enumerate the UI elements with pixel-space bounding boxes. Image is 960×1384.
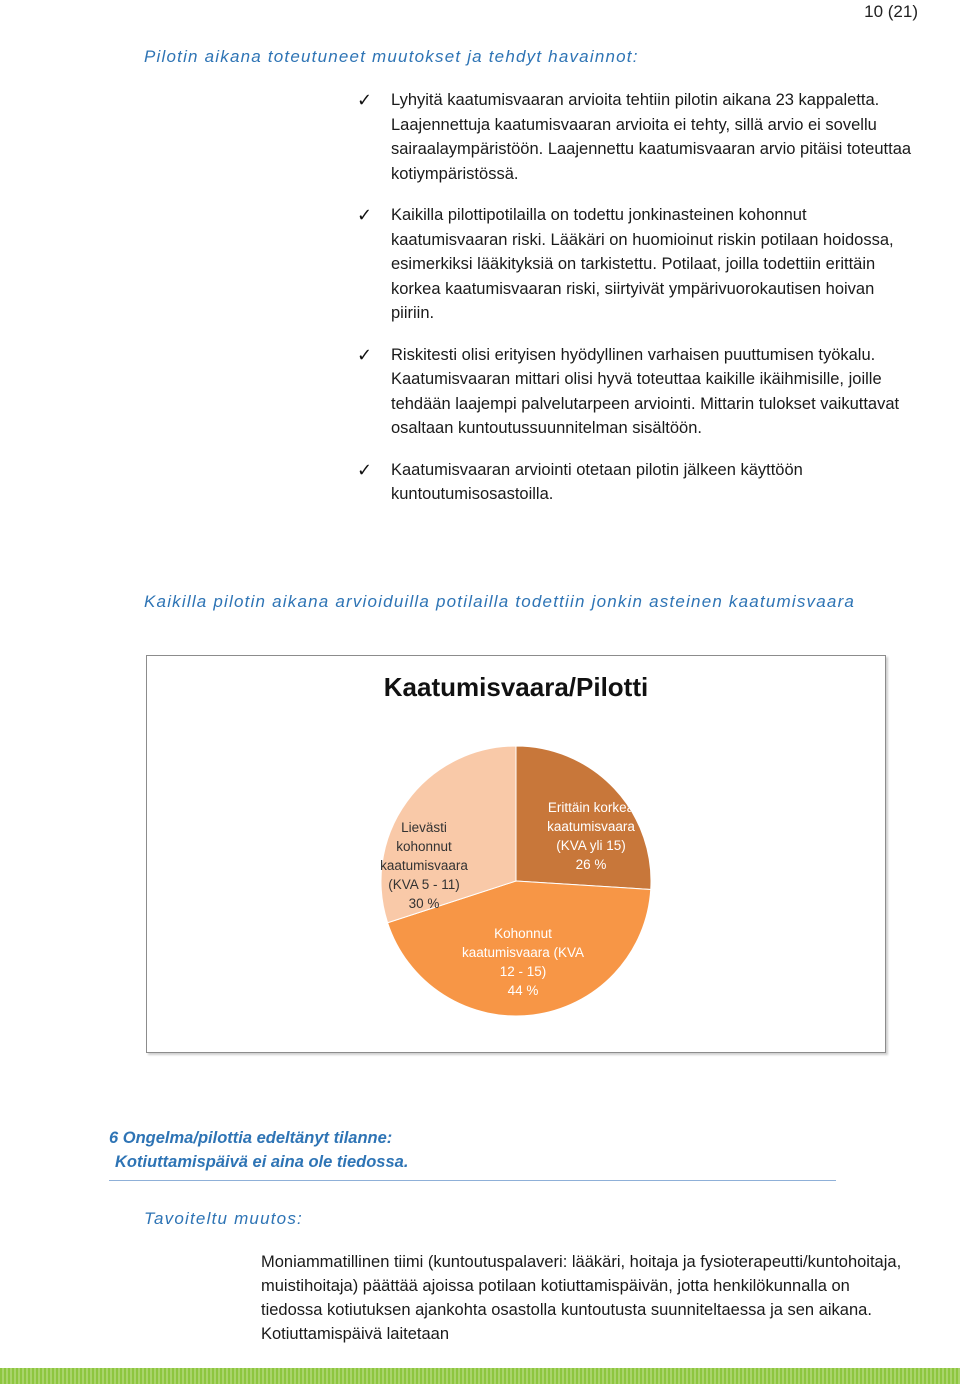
list-item [355,458,915,507]
target-change-text: Moniammatillinen tiimi (kuntoutuspalaveri: lääkäri, hoitaja ja fysioterapeutti/kuntohoitaja, muistihoitaja) päättää ajoissa potilaan kotiuttamispäivän, jotta henkilökunnalla on tiedossa kotiutuksen ajankohta osastolla kuntoutusta suunniteltaessa ja sen aikana. Kotiuttamispäivä laitetaan [261,1253,902,1343]
pie-slice-label: Lievästi kohonnut kaatumisvaara (KVA 5 - 11) 30 % [380,820,468,911]
chart-title: Kaatumisvaara/Pilotti [383,672,649,702]
pie-chart [147,656,885,1052]
list-item-text: Kaikilla pilottipotilailla on todettu jonkinasteinen kohonnut kaatumisvaaran riski. Lääkäri on huomioinut riskin potilaan hoidossa, esimerkiksi lääkityksiä on tarkistettu. Potilaat, joilla todettiin erittäin korkea kaatumisvaaran riski, siirtyivät ympärivuorokautisen hoivan piiriin. [391,206,894,322]
problem-heading-line1: 6 Ongelma/pilottia edeltänyt tilanne: [109,1129,393,1147]
chart-section-heading: Kaikilla pilotin aikana arvioiduilla potilailla todettiin jonkin asteinen kaatumisvaara [144,592,856,611]
problem-heading-line2: Kotiuttamispäivä ei aina ole tiedossa. [115,1153,409,1171]
list-item-text: Lyhyitä kaatumisvaaran arvioita tehtiin pilotin aikana 23 kappaletta. Laajennettuja kaatumisvaaran arvioita ei tehty, sillä arvio ei sovellu sairaalaympäristöön. Laajennettu kaatumisvaaran arvio pitäisi toteuttaa kotiympäristössä. [391,91,912,183]
divider [109,1180,836,1181]
pie-chart-container [146,655,886,1053]
check-icon: ✓ [357,344,373,365]
pie-slice-label: Erittäin korkea kaatumisvaara (KVA yli 15) 26 % [547,800,635,872]
list-item [355,88,915,186]
footer-band [0,1368,960,1384]
list-item-text: Riskitesti olisi erityisen hyödyllinen varhaisen puuttumisen työkalu. Kaatumisvaaran mittari olisi hyvä toteuttaa kaikille ikäihmisille, joille tehdään laajempi palvelutarpeen arviointi. Mittarin tulokset vaikuttavat osaltaan kuntoutussuunnitelman sisältöön. [391,345,900,437]
check-icon: ✓ [357,90,373,110]
list-item-text: Kaatumisvaaran arviointi otetaan pilotin jälkeen käyttöön kuntoutumisosastoilla. [391,460,803,503]
problem-heading [109,1126,408,1174]
target-change-heading: Tavoiteltu muutos: [144,1209,303,1228]
pie-slice-label: Kohonnut kaatumisvaara (KVA 12 - 15) 44 % [461,926,585,998]
check-icon: ✓ [357,459,373,480]
list-item [355,343,915,441]
check-icon: ✓ [357,205,373,225]
list-item [355,203,915,326]
observations-list [355,88,915,524]
page-number: 10 (21) [864,2,918,21]
section-heading-changes: Pilotin aikana toteutuneet muutokset ja tehdyt havainnot: [144,47,639,66]
